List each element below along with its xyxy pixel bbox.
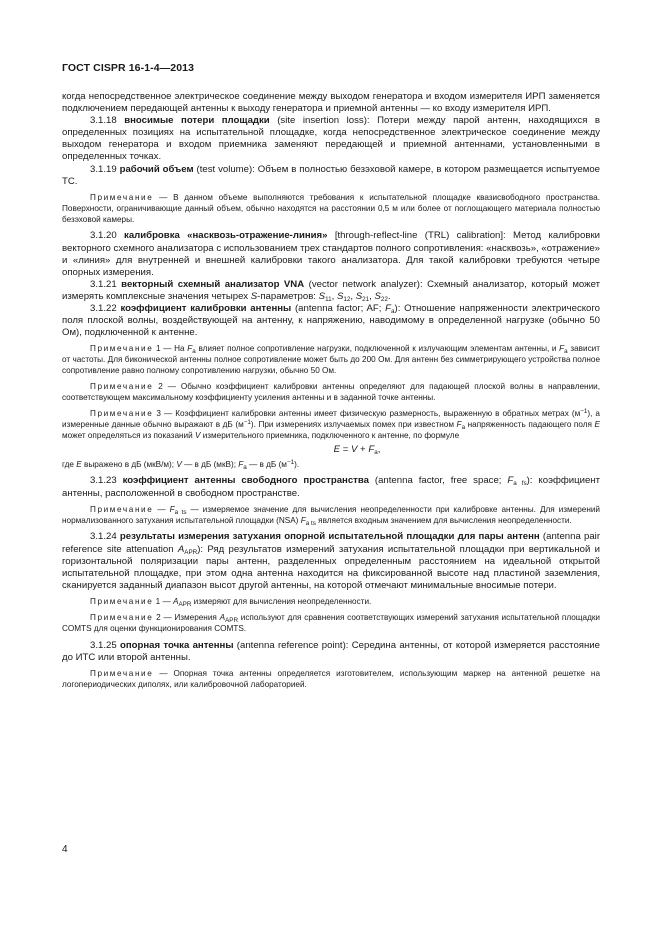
term-3-1-22: 3.1.22 коэффициент калибровки антенны (antenna factor; AF; $F_a$): Отношение напряженности электрического поля плоской волны, воздействующей на антенну, к напряжению, наводимому в определенной нагрузке (обычно 50 Ом), подключенной к антенне. [62, 303, 601, 339]
note-3-1-24-1: Примечание 1 — $A_{APR}$ измеряют для вычисления неопределенности. [90, 596, 372, 608]
term-3-1-21: 3.1.21 векторный схемный анализатор VNA (vector network analyzer): Схемный анализатор, который может измерять комплексные значения четырех S-параметров: $S_{11}$, $S_{12}$, $S_{21}$, $S_{22}$. [62, 278, 600, 303]
page-content [62, 91, 600, 691]
term-title: вносимые потери площадки [124, 115, 270, 127]
term-title: коэффициент антенны свободного пространства [122, 475, 369, 487]
formula: $E = V + F_a$, [333, 443, 381, 456]
term-title: результаты измерения затухания опорной испытательной площадки для пары антенн [119, 531, 540, 543]
term-3-1-20: 3.1.20 калибровка «насквозь-отражение-линия» [through-reflect-line (TRL) calibration]: Метод калибровки векторного схемного анализатора с использованием трех стандартов полного сопротивления: «насквозь», «отражение» и «линия» для внутренней и внешней калибровки такого анализатора. Для такой калибровки требуются четыре опорных измерения. [62, 230, 601, 278]
term-3-1-19: 3.1.19 рабочий объем (test volume): Объем в полностью безэховой камере, в котором размещается испытуемое ТС. [62, 163, 600, 187]
term-3-1-24: 3.1.24 результаты измерения затухания опорной испытательной площадки для пары антенн (antenna pair reference site attenuation $A_{APR}$): Ряд результатов измерений затухания испытательной площадки при вертикальной и горизонтальной поляризации пары антенн, разделенных определенным расстоянием на идеальной открытой испытательной площадке, при этом одна антенна находится на фиксированной высоте над пластиной заземления, сканируется заданный диапазон высот другой антенны, на которой отмечают минимальные вносимые потери. [62, 531, 601, 591]
term-title: коэффициент калибровки антенны [120, 303, 292, 315]
term-3-1-18: 3.1.18 вносимые потери площадки (site insertion loss): Потери между парой антенн, находящихся в определенных позициях на испытательной площадке, когда непосредственное электрическое соединение между выходом генератора и входом приемника заменяют передающей и приемной антеннами, установленными в определенных точках. [62, 115, 601, 163]
term-title: рабочий объем [119, 163, 194, 175]
note-3-1-22-1: Примечание 1 — На $F_a$ влияет полное сопротивление нагрузки, подключенной к излучающим элементам антенны, и $F_a$ зависит от частоты. Для биконической антенны полное сопротивление может быть до 200 Ом. Для антенн без симметрирующего устройства полное сопротивление равно полному сопротивлению нагрузки, обычно 50 Ом. [62, 344, 600, 376]
note-3-1-24-2: Примечание 2 — Измерения $A_{APR}$ используют для сравнения соответствующих измерений затухания испытательной площадки COMTS для оценки функционирования COMTS. [62, 612, 600, 633]
paragraph-continuation: когда непосредственное электрическое соединение между выходом генератора и входом измерителя ИРП заменяется подключением передающей антенны к выходу генератора и приемной антенны — ко входу измерителя ИРП. [62, 91, 600, 115]
note-3-1-23: Примечание — $F_{a ts}$ — измеряемое значение для вычисления неопределенности при калибровке антенны. Для измерений нормализованного затухания испытательной площадки (NSA) $F_{a ts}$ является входным значением для вычисления неопределенности. [62, 504, 600, 527]
formula-explanation: где E выражено в дБ (мкВ/м); V — в дБ (мкВ); $F_a$ — в дБ $(м^{-1})$. [62, 458, 300, 471]
note-3-1-22-3: Примечание 3 — Коэффициент калибровки антенны имеет физическую размерность, выраженную в обратных метрах $(м^{-1})$, а измеренные данные обычно выражают в дБ $(м^{-1})$. При измерениях излучаемых помех при известном $F_a$ напряженность падающего поля E может определяться из показаний V измерительного приемника, подключенного к антенне, по формуле [62, 407, 600, 440]
term-3-1-25: 3.1.25 опорная точка антенны (antenna reference point): Середина антенны, от которой измеряется расстояние до ИТС или второй антенны. [62, 639, 600, 663]
term-title: опорная точка антенны [119, 639, 234, 651]
page-number: 4 [62, 844, 68, 855]
term-title: калибровка «насквозь-отражение-линия» [124, 230, 328, 242]
note-3-1-19: Примечание — В данном объеме выполняются требования к испытательной площадке квазисвободного пространства. Поверхности, ограничивающие данный объем, обычно находятся на расстоянии 0,5 м или более от поглощающего материала полностью безэховой камеры. [62, 192, 600, 224]
term-3-1-23: 3.1.23 коэффициент антенны свободного пространства (antenna factor, free space; $F_{a fs}$): коэффициент антенны, расположенной в свободном пространстве. [62, 475, 600, 499]
note-3-1-22-2: Примечание 2 — Обычно коэффициент калибровки антенны определяют для падающей плоской волны в направлении, соответствующем максимальному коэффициенту усиления антенны и в заданной точке антенны. [62, 382, 600, 402]
note-3-1-25: Примечание — Опорная точка антенны определяется изготовителем, использующим маркер на антенной решетке на логопериодических диполях, или калибровочной лабораторией. [62, 668, 600, 689]
term-title: векторный схемный анализатор VNA [121, 278, 305, 290]
standard-header: ГОСТ CISPR 16-1-4—2013 [62, 62, 195, 74]
